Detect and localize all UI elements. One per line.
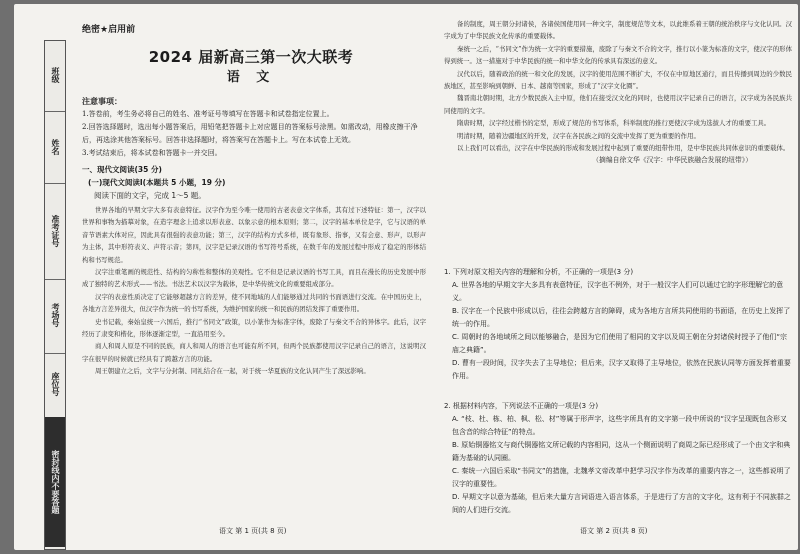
page-footer-left: 语文 第 1 页(共 8 页) (219, 527, 287, 535)
passage-paragraph: 备的制度，周王朝分封诸侯，各诸侯国使用同一种文字，制度规范等文本，以此维系着王朝的统治秩序与文化认同。汉字成为了中华民族文化传承的重要载体。 (444, 20, 792, 41)
confidential-mark: 绝密★启用前 (82, 25, 136, 35)
notice-heading: 注意事项： (82, 97, 122, 106)
notice-list (82, 108, 426, 160)
question-stem: 1. 下列对原文相关内容的理解和分析，不正确的一项是(3 分) (444, 268, 634, 276)
passage-paragraph: 周王朝建立之后，文字与分封制、同礼结合在一起，对于统一华夏族的文化认同产生了深远影响。 (95, 367, 370, 376)
answer-option: C. 周朝时的各地域所之间以能够融合，是因为它们使用了相同的文字以及周王朝在分封诸侯时授予了他们“宗庙之典籍”。 (452, 333, 787, 354)
answer-option: C. 秦统一六国后采取“书同文”的措施，北魏孝文帝改革中把学习汉字作为改革的重要内容之一，这些都说明了汉字的重要性。 (452, 467, 791, 488)
passage-paragraph: 秦统一之后，“书同文”作为统一文字的重要措施，废除了与秦文不合的文字，推行以小篆为标准的文字，使汉字的形体得到统一。这一措施对于中华民族的统一和中华文化的传承具有深远的意义。 (444, 44, 792, 66)
passage-paragraph: 史书记载，秦始皇统一六国后，推行“书同文”政策，以小篆作为标准字体，废除了与秦文不合的异体字。此后，汉字经历了隶变和楷化，形体逐渐定型，一直沿用至今。 (82, 317, 426, 339)
passage-paragraph: 明清时期，随着边疆地区的开发，汉字在各民族之间的交流中发挥了更为重要的作用。 (457, 131, 700, 140)
passage-paragraph: 世界各地的早期文字大多有表意特征。汉字作为至今唯一使用的古老表意文字体系，其有过下述特征：第一，汉字以世界和事物为描摹对象，在造字理念上追求以形表意、以象示意的根本原则；第二，汉字的基本单位是字，它与汉语的单音节语素大体对应，因此具有很强的表意功能；第三，汉字的结构方式多样，既有象形、指事，又有会意、形声，以形声为主体，其中形符表义、声符示音；第四，汉字是记录汉语的书写符号系统，在数千年的发展过程中形成了稳定的形体结构和书写规范。 (82, 206, 426, 264)
passage-paragraph: 汉字注重笔画的规范性、结构的匀称性和整体的美观性。它不但是记录汉语的书写工具，而且在漫长的历史发展中形成了独特的艺术形式——书法。书法艺术以汉字为载体，是中华传统文化的重要组成部分。 (82, 268, 426, 289)
notice-item: 2.回答选择题时，选出每小题答案后，用铅笔把答题卡上对应题目的答案标号涂黑。如需改动，用橡皮擦干净后，再选涂其他答案标号。回答非选择题时，将答案写在答题卡上。写在本试卷上无效。 (82, 123, 418, 144)
notice-item: 3.考试结束后，将本试卷和答题卡一并交回。 (82, 149, 222, 157)
section-instructions: 阅读下面的文字，完成 1～5 题。 (94, 191, 206, 200)
question-stem: 2. 根据材料内容，下列说法不正确的一项是(3 分) (444, 402, 599, 410)
subsection-title: (一)现代文阅读Ⅰ(本题共 5 小题，19 分) (88, 178, 226, 187)
strip-seal-warning: 密封线内不要答题 (45, 417, 65, 547)
binding-strip (44, 40, 66, 550)
strip-label-name: 姓名 (51, 139, 60, 155)
passage-paragraph: 以上我们可以看出，汉字在中华民族的形成和发展过程中起到了重要的纽带作用，是中华民族共同体意识的重要载体。 (457, 144, 790, 153)
passage-paragraph: 魏晋南北朝时期，北方少数民族入主中原，他们在接受汉文化的同时，也使用汉字记录自己的语言，汉字成为各民族共同使用的文字。 (444, 94, 792, 115)
passage-paragraph: 隋唐时期，汉字经过楷书的定型，形成了规范的书写体系，科举制度的推行更使汉字成为选拔人才的重要工具。 (457, 119, 771, 128)
question-1 (444, 266, 792, 383)
exam-subject: 语 文 (226, 70, 276, 85)
reading-passage-right (444, 18, 792, 167)
strip-label-class: 班级 (51, 67, 60, 83)
answer-option: A. 世界各地的早期文字大多具有表意特征，汉字也不例外，对于一般汉字人们可以通过它的字形理解它的意义。 (452, 281, 784, 302)
passage-paragraph: 汉字的表意性质决定了它能够超越方言的差异，使不同地域的人们能够通过共同的书面语进行交流。在中国历史上，各地方言差异很大，但汉字作为统一的书写系统，为维护国家的统一和民族的团结发挥了重要作用。 (82, 292, 426, 314)
answer-option: D. 曹有一段时间，汉字失去了主导地位；但后来，汉字又取得了主导地位，依然在民族认同等方面发挥着重要作用。 (452, 359, 791, 380)
answer-option: A. “枝、杜、栋、柏、枫、松、材”等属于形声字，这些字所具有的文字第一段中所说的“汉字呈现既包含形又包含音的综合特征”的特点。 (452, 415, 787, 436)
exam-sheet (14, 4, 798, 550)
strip-label-seat: 座位号 (51, 372, 60, 396)
page-footer-right: 语文 第 2 页(共 8 页) (580, 527, 648, 535)
strip-label-ticket: 准考证号 (51, 215, 60, 247)
strip-label-room: 考场号 (51, 303, 60, 327)
exam-title: 2024 届新高三第一次大联考 (148, 48, 354, 66)
passage-paragraph: 汉代以后，随着政治的统一和文化的发展，汉字的使用范围不断扩大，不仅在中原地区通行，而且传播到周边的少数民族地区，甚至影响到朝鲜、日本、越南等国家，形成了“汉字文化圈”。 (444, 69, 792, 91)
answer-option: B. 原始铜器铭文与商代铜器铭文所记载的内容相同，这从一个侧面说明了商周之际已经形成了一个由文字和典籍为基础的认同圈。 (452, 441, 791, 462)
passage-paragraph: 商人和周人原是不同的民族，商人和周人的语言也可能有所不同，但两个民族都使用汉字记录自己的语言，这说明汉字在很早的时候就已经具有了跨越方言的功能。 (82, 342, 426, 363)
notice-item: 1.答卷前，考生务必将自己的姓名、准考证号等填写在答题卡和试卷指定位置上。 (82, 110, 334, 118)
question-2 (444, 400, 792, 517)
answer-option: B. 汉字在一个民族中形成以后，往往会跨越方言的障碍，成为各地方言所共同使用的书面语，在历史上发挥了统一的作用。 (452, 307, 791, 328)
reading-passage-left (82, 204, 426, 378)
answer-option: D. 早期文字以意为基础，但后来大量方言词语进入语言体系，于是进行了方言的文字化，这有利于不同族群之间的人们进行交流。 (452, 493, 791, 514)
section-title: 一、现代文阅读(35 分) (82, 165, 162, 174)
passage-source: （摘编自徐文华《汉字：中华民族融合发展的纽带》） (592, 156, 752, 165)
